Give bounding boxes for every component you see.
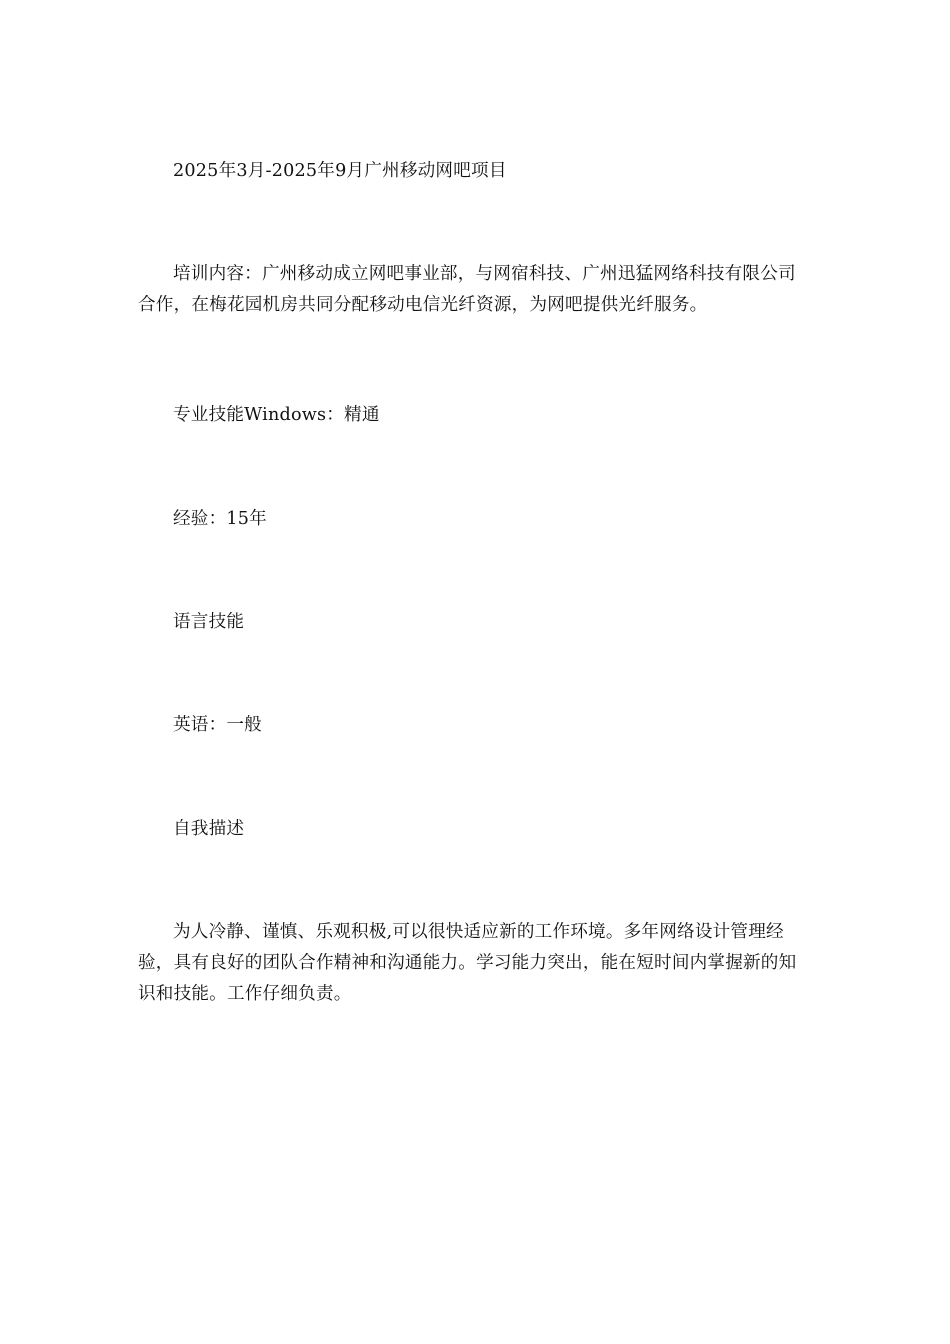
self-description-heading: 自我描述 [173,819,245,839]
self-description-paragraph: 为人冷静、谨慎、乐观积极,可以很快适应新的工作环境。多年网络设计管理经验，具有良好的团队合作精神和沟通能力。学习能力突出，能在短时间内掌握新的知识和技能。工作仔细负责。 [138,922,797,1004]
language-skills-heading: 语言技能 [173,612,245,632]
english-level-line: 英语：一般 [173,715,262,735]
training-content-paragraph: 培训内容：广州移动成立网吧事业部，与网宿科技、广州迅猛网络科技有限公司合作，在梅花园机房共同分配移动电信光纤资源，为网吧提供光纤服务。 [138,264,796,315]
experience-line: 经验：15年 [173,509,267,529]
professional-skill-line: 专业技能Windows：精通 [173,405,380,425]
project-period-line: 2025年3月-2025年9月广州移动网吧项目 [173,161,507,181]
